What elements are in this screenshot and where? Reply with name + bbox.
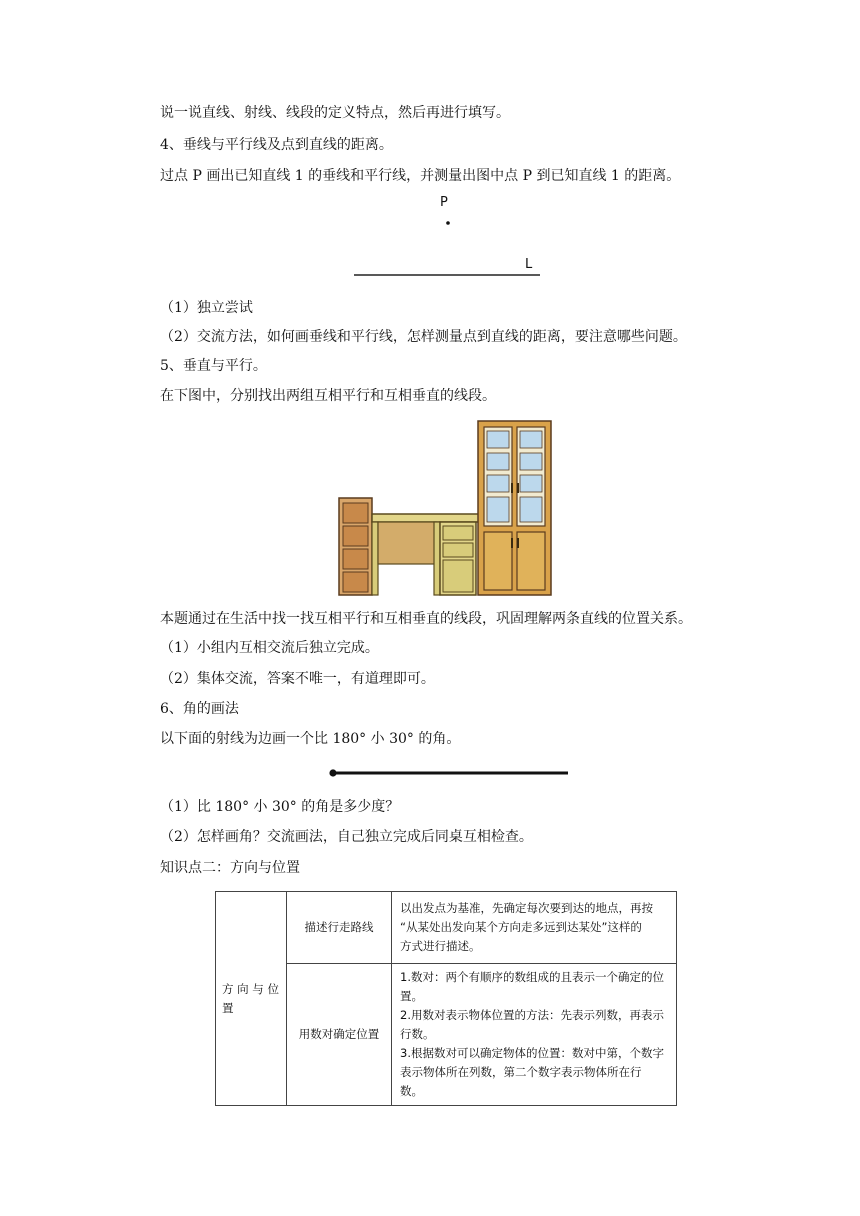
desc-line: “从某处出发向某个方向走多远到达某处”这样的 [400, 920, 642, 934]
text-line-1: 说一说直线、射线、线段的定义特点，然后再进行填写。 [160, 105, 510, 121]
text-line-10: （2）集体交流，答案不唯一，有道理即可。 [160, 671, 435, 687]
desc-line: 2.用数对表示物体位置的方法：先表示列数，再表示 [400, 1008, 664, 1022]
desc-line: 置。 [400, 989, 423, 1003]
text-line-7: 在下图中，分别找出两组互相平行和互相垂直的线段。 [160, 388, 496, 404]
table-row [216, 892, 677, 964]
desc-line: 方式进行描述。 [400, 939, 481, 953]
section-6-heading: 6、角的画法 [160, 701, 239, 717]
direction-position-table [215, 891, 677, 1106]
text-line-4: （1）独立尝试 [160, 300, 253, 316]
furniture-illustration [336, 418, 556, 600]
section-5-heading: 5、垂直与平行。 [160, 358, 267, 374]
text-line-14: （2）怎样画角？交流画法，自己独立完成后同桌互相检查。 [160, 829, 533, 845]
table-category-cell: 方 向 与 位置 [216, 892, 287, 1106]
table-desc-cell [392, 892, 677, 964]
text-line-3: 过点 P 画出已知直线 1 的垂线和平行线，并测量出图中点 P 到已知直线 1 的距离。 [160, 168, 681, 184]
desc-line: 3.根据数对可以确定物体的位置：数对中第，个数字 [400, 1046, 664, 1060]
desc-line: 以出发点为基准，先确定每次要到达的地点，再按 [400, 901, 653, 915]
point-p [446, 221, 450, 225]
text-line-5: （2）交流方法，如何画垂线和平行线，怎样测量点到直线的距离，要注意哪些问题。 [160, 329, 687, 345]
point-p-label: P [440, 195, 448, 210]
point-line-figure [340, 190, 560, 285]
table-topic-cell: 描述行走路线 [287, 892, 392, 964]
desc-line: 数。 [400, 1084, 423, 1098]
table-topic-cell: 用数对确定位置 [287, 964, 392, 1106]
desc-line: 1.数对：两个有顺序的数组成的且表示一个确定的位 [400, 970, 664, 984]
section-4-heading: 4、垂线与平行线及点到直线的距离。 [160, 137, 393, 153]
ray-figure [325, 764, 575, 782]
text-line-13: （1）比 180° 小 30° 的角是多少度？ [160, 799, 400, 815]
knowledge-point-heading: 知识点二：方向与位置 [160, 860, 300, 876]
text-line-8: 本题通过在生活中找一找互相平行和互相垂直的线段，巩固理解两条直线的位置关系。 [160, 611, 692, 627]
text-line-9: （1）小组内互相交流后独立完成。 [160, 640, 379, 656]
desc-line: 表示物体所在列数，第二个数字表示物体所在行 [400, 1065, 642, 1079]
text-line-12: 以下面的射线为边画一个比 180° 小 30° 的角。 [160, 731, 461, 747]
line-l-label: L [525, 257, 533, 272]
table-desc-cell [392, 964, 677, 1106]
desc-line: 行数。 [400, 1027, 435, 1041]
